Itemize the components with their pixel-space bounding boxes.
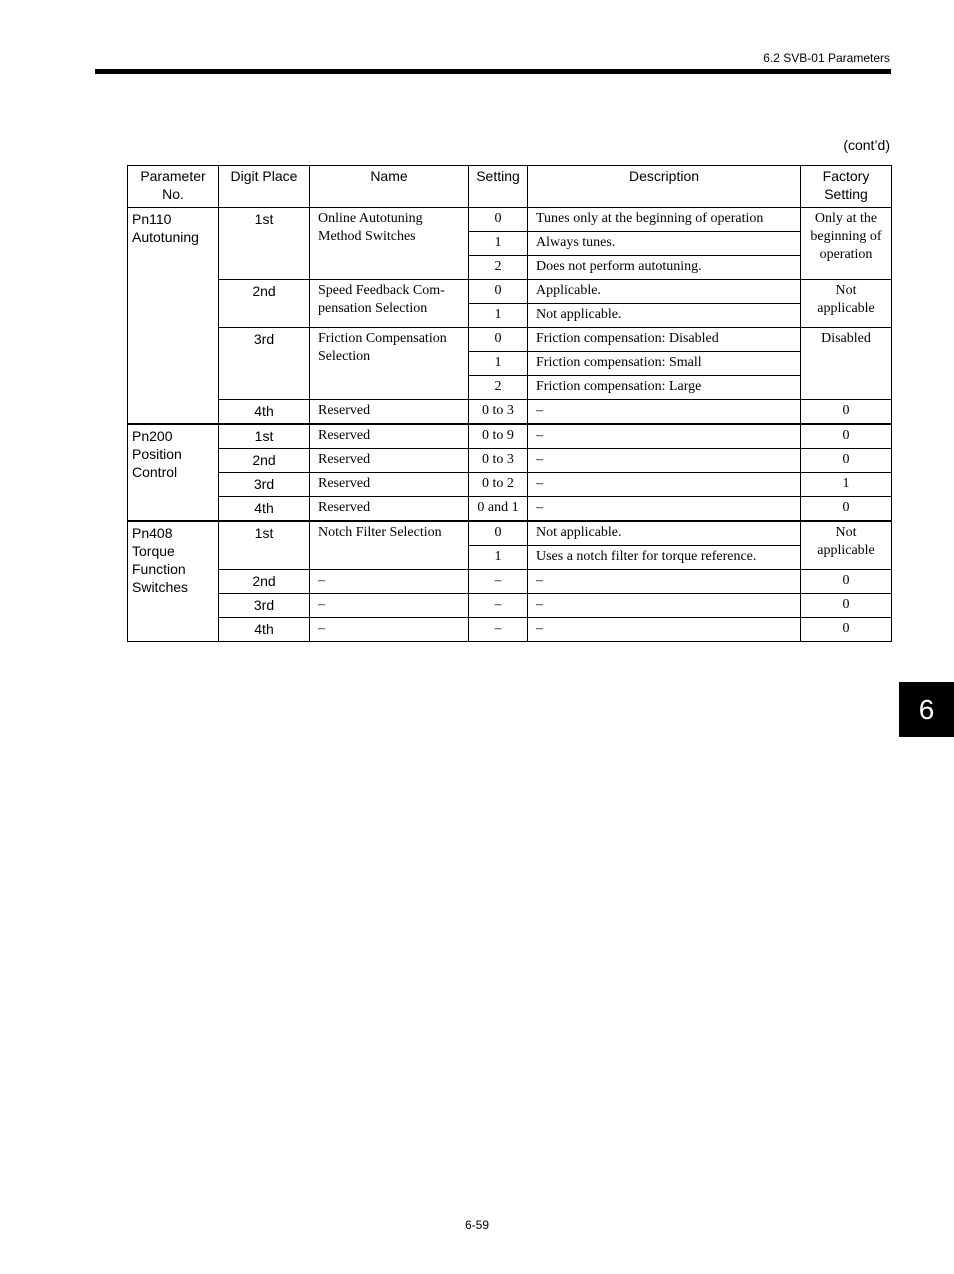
description-cell: – (528, 570, 801, 594)
digit-cell: 2nd (219, 280, 310, 328)
name-cell: – (310, 618, 469, 642)
digit-cell: 3rd (219, 473, 310, 497)
setting-cell: 1 (469, 232, 528, 256)
description-cell: – (528, 618, 801, 642)
name-cell: – (310, 570, 469, 594)
description-cell: – (528, 473, 801, 497)
description-cell: – (528, 424, 801, 449)
factory-cell: 0 (801, 424, 892, 449)
table-row (128, 449, 892, 473)
description-cell: Tunes only at the beginning of operation (528, 208, 801, 232)
factory-cell: Disabled (801, 328, 892, 400)
digit-cell: 2nd (219, 570, 310, 594)
digit-cell: 3rd (219, 328, 310, 400)
name-cell: Reserved (310, 424, 469, 449)
setting-cell: 0 (469, 521, 528, 546)
name-cell: Reserved (310, 473, 469, 497)
factory-cell: 0 (801, 400, 892, 425)
table-row (128, 328, 892, 352)
factory-cell: Not applicable (801, 280, 892, 328)
table-header-row (128, 166, 892, 208)
header-factory-setting: Factory Setting (801, 166, 892, 208)
param-cell: Pn408 Torque Function Switches (128, 521, 219, 642)
description-cell: Does not perform autotuning. (528, 256, 801, 280)
setting-cell: – (469, 594, 528, 618)
table-row (128, 473, 892, 497)
table-row (128, 521, 892, 546)
digit-cell: 1st (219, 424, 310, 449)
description-cell: – (528, 594, 801, 618)
page-number: 6-59 (464, 1218, 490, 1232)
digit-cell: 1st (219, 521, 310, 570)
factory-cell: 0 (801, 497, 892, 522)
digit-cell: 4th (219, 400, 310, 425)
description-cell: – (528, 497, 801, 522)
param-cell: Pn110 Autotuning (128, 208, 219, 425)
setting-cell: 0 to 3 (469, 400, 528, 425)
setting-cell: 0 (469, 208, 528, 232)
description-cell: Friction compensation: Small (528, 352, 801, 376)
name-cell: – (310, 594, 469, 618)
name-cell: Reserved (310, 449, 469, 473)
description-cell: Uses a notch filter for torque reference. (528, 546, 801, 570)
table-row (128, 280, 892, 304)
name-cell: Online Autotuning Method Switches (310, 208, 469, 280)
name-cell: Reserved (310, 497, 469, 522)
factory-cell: Not applicable (801, 521, 892, 570)
setting-cell: 1 (469, 546, 528, 570)
description-cell: Always tunes. (528, 232, 801, 256)
setting-cell: – (469, 570, 528, 594)
setting-cell: 2 (469, 376, 528, 400)
table-row (128, 570, 892, 594)
description-cell: Applicable. (528, 280, 801, 304)
description-cell: – (528, 400, 801, 425)
table-row (128, 400, 892, 425)
header-setting: Setting (469, 166, 528, 208)
factory-cell: 0 (801, 594, 892, 618)
factory-cell: 0 (801, 449, 892, 473)
setting-cell: 0 to 3 (469, 449, 528, 473)
table-row (128, 594, 892, 618)
digit-cell: 3rd (219, 594, 310, 618)
header-parameter-no: Parameter No. (128, 166, 219, 208)
setting-cell: 0 and 1 (469, 497, 528, 522)
name-cell: Speed Feedback Com-pensation Selection (310, 280, 469, 328)
setting-cell: 1 (469, 352, 528, 376)
param-cell: Pn200 Position Control (128, 424, 219, 521)
header-digit-place: Digit Place (219, 166, 310, 208)
description-cell: Friction compensation: Disabled (528, 328, 801, 352)
table-row (128, 497, 892, 522)
setting-cell: 0 (469, 280, 528, 304)
description-cell: Not applicable. (528, 304, 801, 328)
chapter-tab: 6 (899, 682, 954, 737)
continued-label: (cont’d) (843, 137, 890, 153)
description-cell: Friction compensation: Large (528, 376, 801, 400)
setting-cell: – (469, 618, 528, 642)
table-row (128, 424, 892, 449)
description-cell: Not applicable. (528, 521, 801, 546)
name-cell: Friction Compensation Selection (310, 328, 469, 400)
digit-cell: 4th (219, 497, 310, 522)
factory-cell: 0 (801, 570, 892, 594)
setting-cell: 0 (469, 328, 528, 352)
header-description: Description (528, 166, 801, 208)
setting-cell: 0 to 2 (469, 473, 528, 497)
description-cell: – (528, 449, 801, 473)
header-name: Name (310, 166, 469, 208)
digit-cell: 2nd (219, 449, 310, 473)
setting-cell: 0 to 9 (469, 424, 528, 449)
name-cell: Reserved (310, 400, 469, 425)
factory-cell: 1 (801, 473, 892, 497)
parameter-table (127, 165, 892, 642)
table-row (128, 208, 892, 232)
table-row (128, 618, 892, 642)
factory-cell: Only at the beginning of operation (801, 208, 892, 280)
digit-cell: 4th (219, 618, 310, 642)
digit-cell: 1st (219, 208, 310, 280)
factory-cell: 0 (801, 618, 892, 642)
header-rule (95, 69, 891, 74)
setting-cell: 1 (469, 304, 528, 328)
setting-cell: 2 (469, 256, 528, 280)
name-cell: Notch Filter Selection (310, 521, 469, 570)
section-title: 6.2 SVB-01 Parameters (763, 51, 890, 65)
